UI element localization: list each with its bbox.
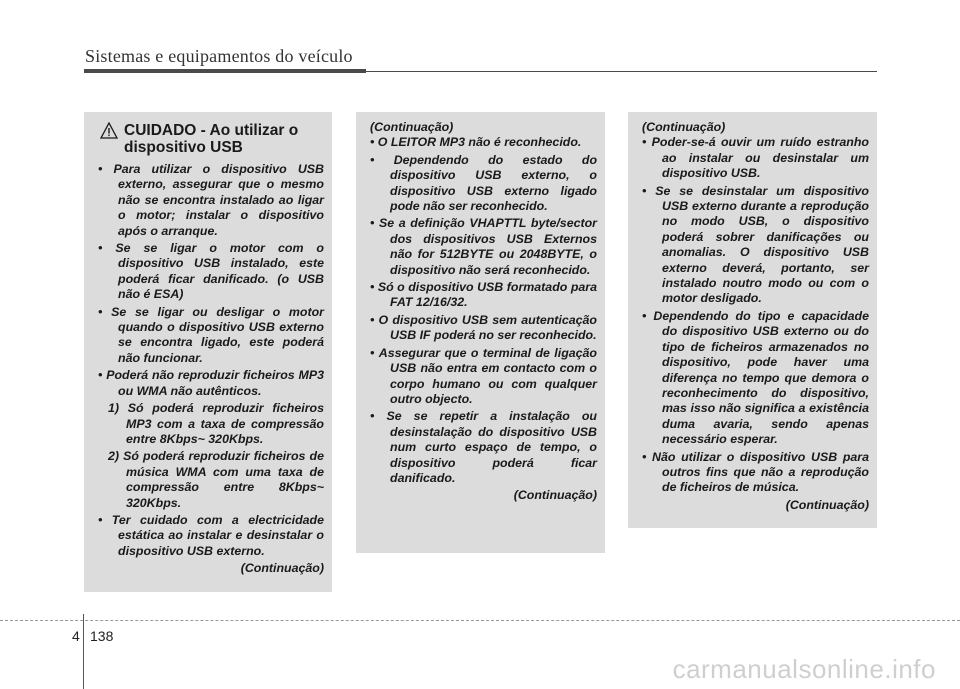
caution-bullet: • Dependendo do tipo e capacidade do dispositivo USB externo ou do tipo de ficheiros armazenados no dispositivo, pode haver uma diferença no tempo que demora o reconhecimento do dispositivo, mas isso não significa a existência duma avaria, sendo apenas necessário esperar.	[636, 309, 869, 448]
caution-bullet: • Se a definição VHAPTTL byte/sector dos dispositivos USB Externos não for 512BYTE ou 2048BYTE, o dispositivo não será reconhecido.	[364, 216, 597, 278]
footer-divider	[83, 614, 84, 689]
warning-triangle-icon	[100, 122, 118, 140]
caution-title-line1: CUIDADO - Ao utilizar o	[124, 122, 299, 139]
caution-title	[124, 122, 298, 156]
caution-bullet: • Dependendo do estado do dispositivo USB externo, o dispositivo USB externo ligado pode não ser reconhecido.	[364, 153, 597, 215]
caution-continued-box	[628, 112, 877, 528]
caution-bullet: • Para utilizar o dispositivo USB externo, assegurar que o mesmo não se encontra instalado ao ligar o motor; instalar o dispositivo após o arranque.	[92, 162, 324, 239]
caution-bullet: • Assegurar que o terminal de ligação USB não entra em contacto com o corpo humano ou com qualquer outro objecto.	[364, 346, 597, 408]
caution-bullet: • Ter cuidado com a electricidade estática ao instalar e desinstalar o dispositivo USB externo.	[92, 513, 324, 559]
header-rule-thin	[366, 71, 877, 72]
caution-bullet: • Poder-se-á ouvir um ruído estranho ao instalar ou desinstalar um dispositivo USB.	[636, 135, 869, 181]
page-number: 138	[90, 628, 114, 644]
continued-label: (Continuação)	[642, 120, 726, 134]
continued-label: (Continuação)	[785, 497, 869, 512]
caution-title-line2: dispositivo USB	[124, 139, 243, 156]
caution-box	[84, 112, 332, 592]
continued-label: (Continuação)	[240, 561, 324, 576]
continued-label: (Continuação)	[513, 488, 597, 503]
continued-label: (Continuação)	[370, 120, 454, 134]
caution-subitem: 1) Só poderá reproduzir ficheiros MP3 com a taxa de compressão entre 8Kbps~ 320Kbps.	[108, 401, 324, 446]
caution-continued-box	[356, 112, 605, 553]
caution-bullet: • Se se ligar o motor com o dispositivo USB instalado, este poderá ficar danificado. (o USB não é ESA)	[92, 241, 324, 303]
caution-bullet: • Não utilizar o dispositivo USB para outros fins que não a reprodução de ficheiros de música.	[636, 450, 869, 496]
page-header-title: Sistemas e equipamentos do veículo	[85, 46, 353, 66]
caution-bullet: • O dispositivo USB sem autenticação USB IF poderá no ser reconhecido.	[364, 313, 597, 344]
caution-bullet: • Só o dispositivo USB formatado para FAT 12/16/32.	[364, 280, 597, 311]
caution-bullet: • O LEITOR MP3 não é reconhecido.	[364, 135, 597, 150]
header-rule-thick	[84, 69, 366, 73]
caution-bullet: • Poderá não reproduzir ficheiros MP3 ou WMA não autênticos.	[92, 368, 324, 399]
caution-subitem: 2) Só poderá reproduzir ficheiros de música WMA com uma taxa de compressão entre 8Kbps~ 320Kbps.	[108, 449, 324, 510]
watermark: carmanualsonline.info	[672, 654, 936, 684]
caution-heading	[92, 122, 324, 156]
caution-bullet: • Se se desinstalar um dispositivo USB externo durante a reprodução no modo USB, o dispositivo poderá sobrer danificações ou anomalias. O dispositivo USB externo deverá, portanto, ser instalado noutro modo ou com o motor desligado.	[636, 184, 869, 307]
caution-bullet: • Se se repetir a instalação ou desinstalação do dispositivo USB num curto espaço de tempo, o dispositivo poderá ficar danificado.	[364, 409, 597, 486]
footer-dashed-rule	[0, 620, 960, 621]
caution-bullet: • Se se ligar ou desligar o motor quando o dispositivo USB externo se encontra ligado, este poderá não funcionar.	[92, 305, 324, 367]
section-number: 4	[72, 628, 80, 644]
